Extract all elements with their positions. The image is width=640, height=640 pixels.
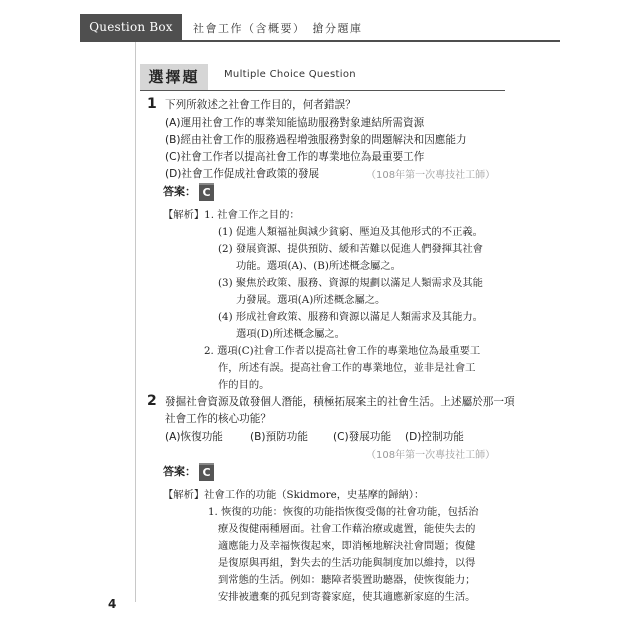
question-number: 1 xyxy=(147,96,157,112)
section-title: 選擇題 xyxy=(140,64,208,90)
answer-label: 答案： xyxy=(163,185,196,198)
explanation-line: 安排被遺棄的孤兒到寄養家庭，使其適應新家庭的生活。 xyxy=(218,591,476,603)
option-a: (A)恢復功能 xyxy=(165,431,223,443)
option-c: (C)社會工作者以提高社會工作的專業地位為最重要工作 xyxy=(165,151,425,163)
section-rule xyxy=(140,90,505,91)
explanation-line: 作，所述有誤。提高社會工作的專業地位，並非是社會工 xyxy=(218,362,476,374)
margin-rule xyxy=(135,42,136,602)
explanation-line: 1. 恢復的功能：恢復的功能指恢復受傷的社會功能，包括治 xyxy=(208,506,479,518)
explanation-line: (1) 促進人類福祉與減少貧窮、壓迫及其他形式的不正義。 xyxy=(218,226,483,238)
option-b: (B)經由社會工作的服務過程增強服務對象的問題解決和因應能力 xyxy=(165,134,467,146)
header-title: 社會工作（含概要） 搶分題庫 xyxy=(193,22,363,35)
answer-badge: C xyxy=(199,183,214,201)
page-number: 4 xyxy=(108,597,117,611)
question-stem: 發掘社會資源及啟發個人潛能，積極拓展案主的社會生活。上述屬於那一項 xyxy=(165,396,515,408)
explanation-line: 【解析】社會工作的功能（Skidmore，史基摩的歸納）： xyxy=(163,489,425,501)
question-number: 2 xyxy=(147,393,157,409)
explanation-line: (3) 聚焦於政策、服務、資源的規劃以滿足人類需求及其能 xyxy=(218,277,483,289)
answer xyxy=(163,183,214,201)
explanation-line: 療及復健兩種層面。社會工作藉治療或處置，能使失去的 xyxy=(218,523,476,535)
option-d: (D)控制功能 xyxy=(405,431,464,443)
explanation-line: (2) 發展資源、提供預防、緩和苦難以促進人們發揮其社會 xyxy=(218,243,483,255)
explanation-line: 適應能力及幸福恢復起來，即消極地解決社會問題；復健 xyxy=(218,540,476,552)
answer-badge: C xyxy=(199,463,214,481)
header-rule xyxy=(80,40,560,42)
option-d: (D)社會工作促成社會政策的發展 xyxy=(165,168,320,180)
explanation-line: 功能。選項(A)、(B)所述概念屬之。 xyxy=(236,260,401,272)
explanation-line: 到常態的生活。例如：聽障者裝置助聽器，使恢復能力； xyxy=(218,574,476,586)
option-b: (B)預防功能 xyxy=(250,431,308,443)
explanation-line: 選項(D)所述概念屬之。 xyxy=(236,328,345,340)
question-source: （108年第一次專技社工師） xyxy=(366,450,496,461)
explanation-line: 2. 選項(C)社會工作者以提高社會工作的專業地位為最重要工 xyxy=(204,345,481,357)
answer xyxy=(163,463,214,481)
section-subtitle: Multiple Choice Question xyxy=(224,69,356,80)
explanation-line: 作的目的。 xyxy=(218,379,270,391)
option-c: (C)發展功能 xyxy=(333,431,392,443)
question-stem: 下列所敘述之社會工作目的，何者錯誤？ xyxy=(165,99,356,111)
explanation-line: (4) 形成社會政策、服務和資源以滿足人類需求及其能力。 xyxy=(218,311,483,323)
explanation-line: 是復原與再組，對失去的生活功能與制度加以維持，以得 xyxy=(218,557,476,569)
explanation-line: 【解析】1. 社會工作之目的： xyxy=(163,209,300,221)
answer-label: 答案： xyxy=(163,465,196,478)
question-source: （108年第一次專技社工師） xyxy=(366,170,496,181)
header-badge: Question Box xyxy=(80,14,182,40)
option-a: (A)運用社會工作的專業知能協助服務對象連結所需資源 xyxy=(165,117,425,129)
question-stem: 社會工作的核心功能？ xyxy=(165,413,271,425)
explanation-line: 力發展。選項(A)所述概念屬之。 xyxy=(236,294,386,306)
